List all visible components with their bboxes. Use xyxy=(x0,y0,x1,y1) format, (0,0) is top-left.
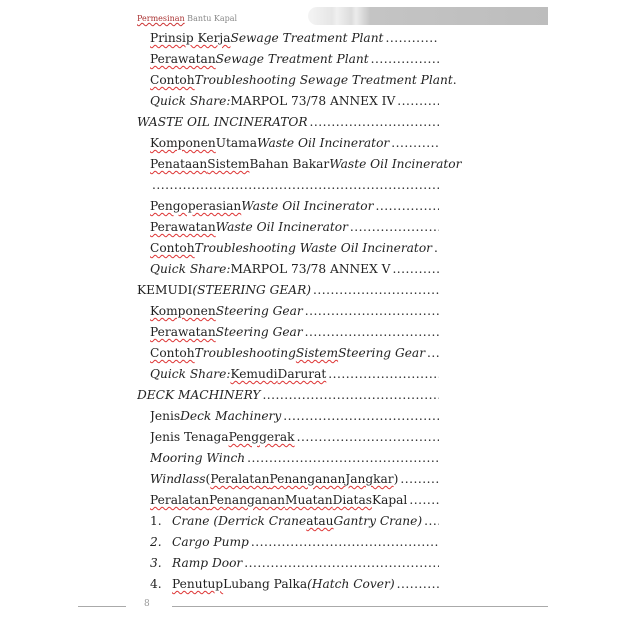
dot-leader xyxy=(247,451,439,465)
footer-rule-left xyxy=(78,606,126,607)
toc-entry-text: ( xyxy=(205,472,211,486)
header-decoration xyxy=(308,7,548,25)
toc-entry-text: Contoh xyxy=(150,73,195,87)
toc-entry-text: Penataan xyxy=(150,157,208,171)
toc-entry-text: Troubleshooting Sewage Treatment Plant xyxy=(194,73,453,87)
toc-entry[interactable] xyxy=(150,178,439,198)
toc-entry-text: Quick Share: xyxy=(150,262,231,276)
toc-entry-text: Contoh xyxy=(150,346,195,360)
toc-entry[interactable] xyxy=(150,325,439,345)
dot-leader xyxy=(283,409,439,423)
header-title-word: Permesinan xyxy=(137,14,185,23)
toc-entry-text: Diatas xyxy=(332,493,372,507)
toc-entry-text: Steering Gear xyxy=(215,325,303,339)
toc-entry-text: atau xyxy=(306,514,334,528)
toc-entry-text: Quick Share: xyxy=(150,367,231,381)
toc-entry-text: Perawatan xyxy=(150,52,216,66)
toc-entry-text: Jenis Tenaga xyxy=(150,430,229,444)
toc-entry[interactable] xyxy=(137,283,439,303)
toc-entry-text: Komponen xyxy=(150,136,216,150)
dot-leader xyxy=(434,241,439,255)
toc-entry-text: Darurat xyxy=(277,367,327,381)
toc-entry[interactable] xyxy=(150,535,439,555)
dot-leader xyxy=(397,577,439,591)
toc-entry[interactable] xyxy=(150,430,439,450)
toc-entry[interactable] xyxy=(150,409,439,429)
toc-entry-text: Cargo Pump xyxy=(172,535,249,549)
dot-leader xyxy=(328,367,439,381)
toc-entry-text: Peralatan xyxy=(150,493,210,507)
dot-leader xyxy=(409,493,439,507)
dot-leader xyxy=(244,556,439,570)
dot-leader xyxy=(375,199,439,213)
toc-entry[interactable] xyxy=(150,346,439,366)
toc-entry[interactable] xyxy=(137,115,439,135)
toc-entry-text: Lubang Palka xyxy=(223,577,308,591)
toc-entry-text: Kapal xyxy=(371,493,408,507)
toc-entry-text: . xyxy=(452,73,457,87)
dot-leader xyxy=(391,136,439,150)
toc-entry[interactable] xyxy=(150,367,439,387)
dot-leader xyxy=(424,514,439,528)
toc-entry-text: KEMUDI xyxy=(137,283,193,297)
toc-entry-text: Crane (Derrick Crane xyxy=(172,514,307,528)
toc-entry[interactable] xyxy=(150,73,470,93)
toc-entry-text: Sewage Treatment Plant xyxy=(230,31,384,45)
toc-entry-text: Deck Machinery xyxy=(180,409,282,423)
dot-leader xyxy=(371,52,439,66)
toc-entry-text: Waste Oil Incinerator xyxy=(257,136,390,150)
toc-entry-text: Jenis xyxy=(150,409,181,423)
toc-entry-text: Penanganan xyxy=(209,493,286,507)
toc-entry-text: Waste Oil Incinerator xyxy=(215,220,348,234)
dot-leader xyxy=(400,472,439,486)
dot-leader xyxy=(392,262,439,276)
list-number: 2. xyxy=(150,535,162,549)
toc-entry-text: Utama xyxy=(215,136,257,150)
toc-entry-text: Perawatan xyxy=(150,220,216,234)
toc-entry-text: Troubleshooting Waste Oil Incinerator xyxy=(194,241,432,255)
toc-entry[interactable] xyxy=(150,493,439,513)
toc-entry-text: Mooring Winch xyxy=(150,451,246,465)
toc-entry[interactable] xyxy=(150,304,439,324)
toc-entry[interactable] xyxy=(150,451,439,471)
toc-entry-text: MARPOL 73/78 ANNEX V xyxy=(230,262,391,276)
toc-entry[interactable] xyxy=(150,577,439,597)
running-header xyxy=(137,14,237,23)
toc-entry[interactable] xyxy=(150,262,439,282)
toc-entry-text: Prinsip Kerja xyxy=(150,31,231,45)
toc-entry[interactable] xyxy=(137,388,439,408)
toc-entry-text: Perawatan xyxy=(150,325,216,339)
toc-entry-text: Quick Share: xyxy=(150,94,231,108)
header-title-rest: Bantu Kapal xyxy=(184,14,238,23)
toc-entry[interactable] xyxy=(150,556,439,576)
dot-leader xyxy=(427,346,439,360)
toc-entry-text: (Hatch Cover) xyxy=(307,577,395,591)
toc-entry-text: Penanganan xyxy=(269,472,346,486)
toc-entry-text: Pengoperasian xyxy=(150,199,242,213)
toc-entry-text: WASTE OIL INCINERATOR xyxy=(137,115,308,129)
dot-leader xyxy=(152,178,439,192)
dot-leader xyxy=(385,31,439,45)
toc-entry-text: Waste Oil Incinerator xyxy=(241,199,374,213)
toc-entry-text: Ramp Door xyxy=(172,556,243,570)
toc-entry-text: Bahan Bakar xyxy=(249,157,330,171)
toc-entry-text: Sewage Treatment Plant xyxy=(215,52,369,66)
dot-leader xyxy=(305,304,439,318)
toc-entry-text: (STEERING GEAR) xyxy=(192,283,311,297)
toc-entry-text: Waste Oil Incinerator xyxy=(329,157,462,171)
dot-leader xyxy=(297,430,439,444)
toc-entry[interactable] xyxy=(150,220,439,240)
footer-rule-right xyxy=(172,606,548,607)
toc-entry[interactable] xyxy=(150,514,439,534)
toc-entry-text: MARPOL 73/78 ANNEX IV xyxy=(230,94,396,108)
dot-leader xyxy=(310,115,439,129)
toc-entry-text: Kemudi xyxy=(230,367,278,381)
toc-entry[interactable] xyxy=(150,136,439,156)
toc-entry-text: Steering Gear xyxy=(215,304,303,318)
toc-entry[interactable] xyxy=(150,31,439,51)
toc-entry-text: Troubleshooting xyxy=(194,346,296,360)
list-number: 4. xyxy=(150,577,162,591)
toc-entry-text: ) xyxy=(393,472,399,486)
toc-entry[interactable] xyxy=(150,472,439,492)
list-number: 1. xyxy=(150,514,162,528)
toc-entry-text: Jangkar xyxy=(345,472,394,486)
toc-entry-text: Peralatan xyxy=(210,472,270,486)
toc-entry[interactable] xyxy=(150,241,439,261)
toc-entry-text: Gantry Crane) xyxy=(333,514,423,528)
toc-entry[interactable] xyxy=(150,52,439,72)
toc-entry-text: Contoh xyxy=(150,241,195,255)
dot-leader xyxy=(313,283,439,297)
list-number: 3. xyxy=(150,556,162,570)
dot-leader xyxy=(251,535,439,549)
toc-entry-text: Windlass xyxy=(150,472,206,486)
toc-entry[interactable] xyxy=(150,94,439,114)
toc-entry-text: DECK MACHINERY xyxy=(137,388,261,402)
toc-entry-text: Sistem xyxy=(207,157,250,171)
page-number: 8 xyxy=(144,599,150,609)
toc-entry-text: Steering Gear xyxy=(338,346,426,360)
toc-entry-text: Muatan xyxy=(285,493,333,507)
dot-leader xyxy=(262,388,439,402)
dot-leader xyxy=(397,94,439,108)
toc-entry-text: Penggerak xyxy=(228,430,295,444)
dot-leader xyxy=(305,325,439,339)
toc-entry[interactable] xyxy=(150,157,470,177)
toc-entry-text: Sistem xyxy=(295,346,339,360)
dot-leader xyxy=(350,220,439,234)
toc-entry-text: Penutup xyxy=(172,577,224,591)
toc-entry[interactable] xyxy=(150,199,439,219)
toc-entry-text: Komponen xyxy=(150,304,216,318)
